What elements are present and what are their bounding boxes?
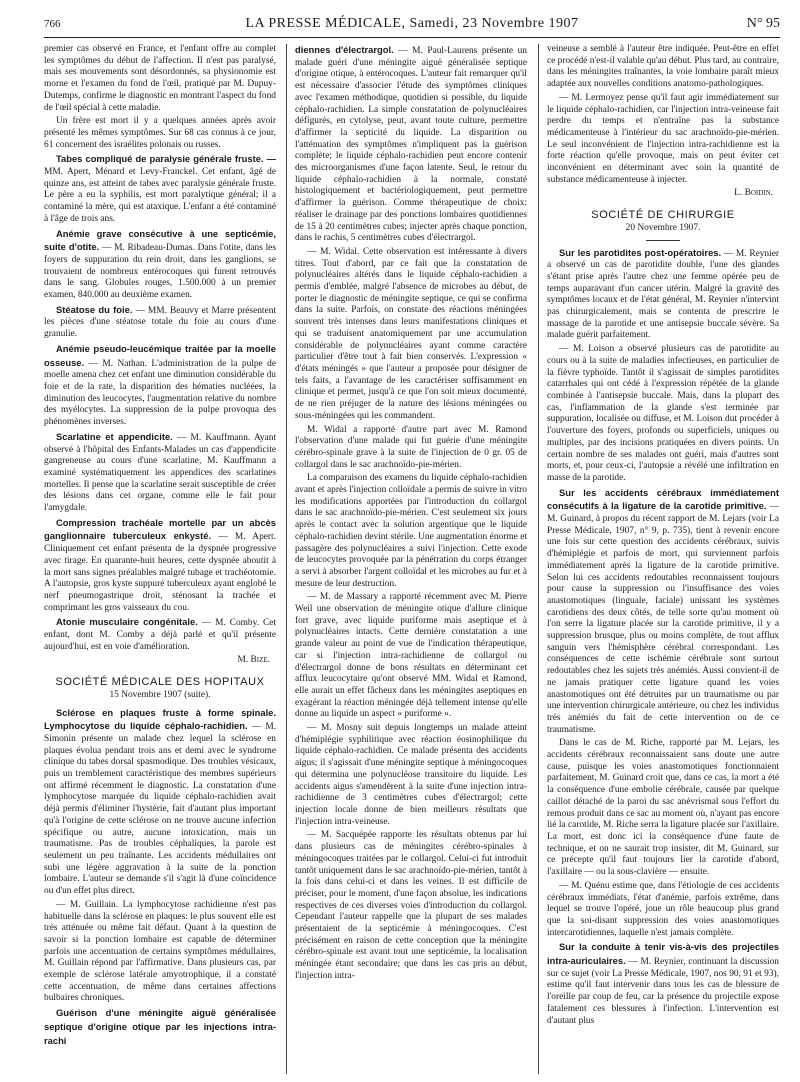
section-title: SOCIÉTÉ MÉDICALE DES HOPITAUX — [55, 676, 265, 689]
paragraph: premier cas observé en France, et l'enfant offre au complet les symptômes du début de l'affection. Il n'est pas paralysé, mais ses mouvements sont désordonnés, sa physionomie est morne et l'examen du fond de l'œil, pratiqué par M. Dupuy-Dutemps, confirme le diagnostic en montrant l'aspect du fond de l'œil spécial à cette maladie. — [44, 44, 276, 113]
column-3 — [547, 44, 779, 1074]
article — [44, 707, 276, 898]
column-divider — [286, 44, 287, 1074]
section-date: 20 Novembre 1907. — [625, 222, 701, 233]
paragraph: — M. de Massary a rapporté récemment avec M. Pierre Weil une observation de méningite otique d'allure clinique fort grave, avec liquide puriforme mais aseptique et à polynucléaires intacts. Cette dernière constatation a une grande valeur au point de vue de l'indication thérapeutique, car si l'injection intra-rachidienne de collargol ou d'électrargol donne de bons résultats en déterminant cet afflux leucocytaire qu'ont observé MM. Widal et Ramond, elle aurait un effet fâcheux dans les méningites aseptiques en exagérant la réaction méningée déjà tellement intense qu'elle donne au liquide un aspect « puriforme ». — [295, 592, 527, 720]
page-number: 766 — [44, 18, 61, 30]
article — [44, 304, 276, 341]
paragraph: — M. Loison a observé plusieurs cas de parotidite au cours ou à la suite de maladies infectieuses, en particulier de la fièvre typhoïde. Tantôt il s'agissait de simples parotidites catarrhales qui ont cédé à l'expression répétée de la glande combinée à l'antisepsie buccale. Mais, dans la plupart des cas, l'inflammation de la glande s'est terminée par suppuration, localisée ou diffuse, et M. Loison dut procéder à l'ouverture des foyers, profonds ou superficiels, uniques ou multiples, par des incisions pratiquées en divers points. Un certain nombre de ses malades ont guéri, mais d'autres sont morts, et, pour ceux-ci, l'autopsie a révélé une infiltration en masse de la parotide. — [547, 344, 779, 483]
section-date: 15 Novembre 1907 (suite). — [109, 689, 211, 700]
paragraph: La comparaison des examens du liquide céphalo-rachidien avant et après l'injection colloïdale a permis de suivre in vitro les modifications apportées par l'introduction du collargol dans le sac arachnoïdo-pie-mérien. C'est seulement six jours après le contact avec la solution argentique que le liquide céphalo-rachidien devint stérile. Une augmentation énorme et passagère des polynucléaires a suivi l'injection. Cette exode de leucocytes provoquée par la pénétration du corps étranger a servi à absorber l'argent colloïdal et les microbes au fur et à mesure de leur destruction. — [295, 473, 527, 589]
column-divider — [538, 44, 539, 1074]
paragraph: — M. Mosny suit depuis longtemps un malade atteint d'hémiplégie syphilitique avec réaction éosinophilique du liquide céphalo-rachidien. Ce malade présenta des accidents aigus; il s'agissait d'une méningite septique à méningocoques qui détermina une polynucléose transitoire du liquide. Les accidents aigus s'amendèrent à la suite d'une injection intra-rachidienne de 3 centimètres cubes d'électrargol; cette injection locale donne de bien meilleurs résultats que l'injection intra-veineuse. — [295, 723, 527, 827]
article-title: Compression trachéale mortelle par un abcès ganglionnaire tuberculeux enkysté. — [44, 516, 276, 542]
article-text: MM. Apert, Ménard et Levy-Franckel. Cet enfant, âgé de quinze ans, est atteint de tabes avec paralysie générale fruste. Le père a eu la syphilis, est mort paralytique général; il a contaminé la mère, qui est ataxique. L'enfant a été contaminé à l'âge de trois ans. — [44, 167, 276, 224]
paragraph: — M. Widal. Cette observation est intéressante à divers titres. Tout d'abord, par ce fait que la constatation de polynucléaires altérés dans le liquide céphalo-rachidien a permis d'emblée, malgré l'absence de microbes au début, de porter le diagnostic de méningite septique, ce qui se confirma dans la suite. Parfois, on constate des réactions méningées souvent très intenses dans leurs manifestations cliniques et qui se traduisent anatomiquement par une accumulation considérable de polynucléaires ayant comme caractère particulier d'être tout à fait bien conservés. L'expression « d'états méningés » que l'auteur a proposée pour désigner de tels faits, a l'avantage de les caractériser suffisamment en clinique et permet, jusqu'à ce que l'on soit mieux documenté, de ne rien préjuger de la nature des lésions méningées ou sous-méningées qui les commandent. — [295, 246, 527, 421]
article-text: — M. Reynier, continuant la discussion sur ce sujet (voir La Presse Médicale, 1907, nos 90, 91 et 93), estime qu'il faut intervenir dans tous les cas de blessure de l'oreille par coup de feu, car la présence du projectile expose fatalement ces blessures à l'infection. L'intervention est d'autant plus — [547, 957, 779, 1026]
paragraph: — M. Quénu estime que, dans l'étiologie de ces accidents cérébraux immédiats, l'état d'anémie, parfois extrême, dans lequel se trouve l'opéré, joue un rôle beaucoup plus grand que la soi-disant suppression des voies anastomotiques intercarotidiennes, laquelle n'est jamais complète. — [547, 880, 779, 938]
paragraph: Un frère est mort il y a quelques années après avoir présenté les mêmes symptômes. Sur 68 cas connus à ce jour, 61 concernent des israélites polonais ou russes. — [44, 116, 276, 150]
article-text: — M. Nathan. L'administration de la pulpe de moelle amena chez cet enfant une diminution considérable du foie et de la rate, la disparition des hématies nucléées, la diminution des leucocytes, l'augmentation relative du nombre des myélocytes. La suppression de la pulpe provoqua des phénomènes inverses. — [44, 358, 276, 428]
article-title: Sclérose en plaques fruste à forme spinale. Lymphocytose du liquide céphalo-rachidien. — [44, 706, 276, 732]
section-title: SOCIÉTÉ DE CHIRURGIE — [591, 209, 735, 222]
article — [547, 941, 779, 1027]
article-text: — M. Ribadeau-Dumas. Dans l'otite, dans les foyers de suppuration du rein droit, dans les ganglions, se trouvaient de nombreux entérocoques qui furent retrouvés dans le sang. Globules rouges, 1.500.000 à un premier examen, 840.000 au deuxième examen. — [44, 243, 276, 301]
article — [547, 247, 779, 343]
article — [44, 616, 276, 653]
article-text: — M. Comby. Cet enfant, dont M. Comby a déjà parlé et qu'il présente aujourd'hui, est en voie d'amélioration. — [44, 618, 276, 652]
column-1 — [44, 44, 276, 1074]
article — [547, 487, 779, 737]
article — [295, 44, 527, 245]
article-title: Guérison d'une méningite aiguë généralisée septique d'origine otique par les injections intra-rachi — [44, 1007, 276, 1046]
paragraph: Dans le cas de M. Riche, rapporté par M. Lejars, les accidents cérébraux reconnaissaient sans doute une autre cause, puisque les voies anastomotiques fonctionnaient parfaitement, M. Guinard croit que, dans ce cas, la mort a été la conséquence d'une embolie cérébrale, causée par quelque caillot détaché de la paroi du sac anévrismal sous l'effort du remous produit dans ce sac au moment où, n'ayant pas encore lié la carotide, M. Riche serra la ligature placée sur l'axillaire. La mort, est donc ici la conséquence d'une faute de technique, et on ne saurait trop insister, dit M. Guinard, sur ce précepte qu'il faut toujours lier la carotide d'abord, l'axillaire — ou la sous-clavière — ensuite. — [547, 738, 779, 878]
column-2 — [295, 44, 527, 1074]
issue-number: N° 95 — [746, 16, 780, 31]
article — [44, 153, 276, 225]
article-text: — M. Kauffmann. Ayant observé à l'hôpital des Enfants-Malades un cas d'appendicite gangreneuse au cours d'une scarlatine, M. Kauffmann a examiné systématiquement les appendices des scarlatines mortelles. Il pense que la scarlatine serait susceptible de créer des lésions dans cet organe, comme elle le fait pour l'amygdale. — [44, 432, 276, 514]
article-title: Sur les accidents cérébraux immédiatement consécutifs à la ligature de la carotide primitive. — [547, 486, 779, 512]
article-title: Atonie musculaire congénitale. — [56, 616, 198, 628]
article-text: — M. Apert. Cliniquement cet enfant présenta de la dyspnée progressive avec tirage. En quarante-huit heures, cette dyspnée aboutit à la mort sans signes préalables malgré tubage et trachéotomie. A l'autopsie, gros kyste suppuré tuberculeux ayant englobé le nerf pneumogastrique droit, sténosant la trachée et comprimant les gros vaisseaux du cou. — [44, 532, 276, 613]
article — [44, 517, 276, 615]
article-text: — MM. Beauvy et Marre présentent les pièces d'une stéatose totale du foie au cours d'une granulie. — [44, 305, 276, 340]
paragraph: veineuse a semblé à l'auteur être indiquée. Peut-être en effet ce procédé n'est-il valable qu'au début. Plus tard, au contraire, dans les méningites traînantes, la voie lombaire paraît mieux adaptée aux nouvelles conditions anatomo-pathologiques. — [547, 44, 779, 90]
article-title: Sur la conduite à tenir vis-à-vis des projectiles intra-auriculaires. — [547, 941, 779, 967]
article-text: — M. Reynier a observé un cas de parotidite double, l'une des glandes s'étant prise après l'autre chez une femme opérée peu de temps auparavant d'un cancer utérin. Malgré la gravité des symptômes locaux et de l'état général, M. Reynier n'intervint pas chirurgicalement, mais se contenta de prescrire le massage de la parotide et une antisepsie buccale sévère. Sa malade guérit parfaitement. — [547, 248, 779, 341]
section-rule — [646, 240, 680, 241]
signature: M. Bize. — [237, 655, 270, 666]
paragraph: — M. Sacquépée rapporte les résultats obtenus par lui dans plusieurs cas de méningites cérébro-spinales à méningocoques traitées par le collargol. Celui-ci fut introduit tantôt uniquement dans le sac arachnoïdo-pie-mérien, tantôt à la fois dans celui-ci et dans les veines. Il est difficile de préciser, pour le moment, d'une façon absolue, les indications respectives de ces diverses voies d'introduction du collargol. Cependant l'auteur rappelle que la plupart de ses malades présentaient de la septicémie à méningocoques. C'est précisément en raison de cette conception que la méningite cérébro-spinale est avant tout une septicémie, la localisation méningée étant secondaire; que dans les cas pris au début, l'injection intra- — [295, 830, 527, 981]
article-title: Tabes compliqué de paralysie générale fruste. — — [56, 153, 276, 165]
article-title: Stéatose du foie. — [56, 303, 133, 315]
article-title: Anémie pseudo-leucémique traitée par la moelle osseuse. — [44, 342, 276, 368]
article — [44, 228, 276, 302]
article-text: — M. Paul-Laurens présente un malade guéri d'une méningite aiguë généralisée septique d'origine otique, à entérocoques. L'auteur fait remarquer qu'il est nécessaire d'associer l'étude des symptômes cliniques avec l'examen méthodique, quotidien si possible, du liquide céphalo-rachidien. La simple constatation de polynucléaires défigurés, en cytolyse, peut, avant toute culture, permettre d'affirmer la septicité du liquide. La disparition ou l'atténuation des symptômes n'impliquent pas la guérison complète; le liquide céphalo-rachidien peut encore contenir des microorganismes d'une façon latente. Seul, le retour du liquide céphalo-rachidien à la normale, constaté histologiquement et bactériologiquement, peut permettre d'affirmer la guérison. Comme thérapeutique de choix: réaliser le drainage par des ponctions lombaires quotidiennes de 15 à 20 centimètres cubes; injecter après chaque ponction, dans le rachis, 5 centimètres cubes d'électrargol. — [295, 46, 527, 244]
paragraph: — M. Lermoyez pense qu'il faut agir immédiatement sur le liquide céphalo-rachidien, car l'injection intra-veineuse fait perdre du temps et n'entraîne pas la substance médicamenteuse à l'intérieur du sac arachnoïdo-pie-mérien. Le seul inconvénient de l'injection intra-rachidienne est la forte réaction qu'elle provoque, mais on peut éviter cet inconvénient en déterminant avec soin la quantité de substance médicamenteuse à injecter. — [547, 92, 779, 185]
article-title: Scarlatine et appendicite. — [56, 430, 173, 442]
article-title: diennes d'électrargol. — [295, 44, 394, 55]
paragraph: — M. Guillain. La lymphocytose rachidienne n'est pas habituelle dans la sclérose en plaques: le plus souvent elle est très atténuée ou même fait défaut. Quant à la question de savoir si la ponction lombaire est capable de déterminer parfois une accentuation de certains symptômes médullaires, M. Guillain répond par l'affirmative. Dans plusieurs cas, par exemple de sclérose latérale amyotrophique, il a constaté cette accentuation, de même dans certaines affections bulbaires chroniques. — [44, 899, 276, 1004]
running-title: LA PRESSE MÉDICALE, Samedi, 23 Novembre 1907 — [245, 16, 579, 31]
paragraph: M. Widal a rapporté d'autre part avec M. Ramond l'observation d'une malade qui fut guérie d'une méningite cérébro-spinale grave à la suite de l'injection de 0 gr. 05 de collargol dans le sac arachnoïdo-pie-mérien. — [295, 424, 527, 470]
article — [44, 343, 276, 429]
signature: L. Boidin. — [734, 188, 773, 199]
article — [44, 431, 276, 515]
article — [44, 1007, 276, 1048]
article-text: — M. Simonin présente un malade chez lequel la sclérose en plaques évolua pendant trois ans et demi avec le syndrome clinique du tabes dorsal spasmodique. Des troubles vésicaux, puis un tremblement caractéristique des membres supérieurs ont affirmé récemment le diagnostic. La constatation d'une lymphocytose marquée du liquide céphalo-rachidien avait déjà permis d'éliminer l'hystérie, fait d'autant plus important qu'à l'origine de cette sclérose on ne trouve aucune infection spécifique ou autre, aucune intoxication, mais un traumatisme. Pas de troubles céphaliques, la parole est seulement un peu traînante. Les accidents médullaires ont subi une légère aggravation à la suite de la ponction lombaire. L'auteur se demande s'il s'agit là d'une coïncidence ou d'un effet plus direct. — [44, 722, 276, 897]
header-rule — [44, 37, 780, 38]
article-title: Sur les parotidites post-opératoires. — [559, 246, 722, 258]
article-title: Anémie grave consécutive à une septicémie, suite d'otite. — [44, 227, 276, 253]
article-text: — M. Guinard, à propos du récent rapport de M. Lejars (voir La Presse Médicale, 1907, n° 9, p. 735), tient à revenir encore une fois sur cette question des accidents cérébraux, suivis d'hémiplégie et parfois de mort, qui surviennent parfois immédiatement après la ligature de la carotide primitive. Selon lui ces accidents redoutables reconnaissent toujours pour cause la suppression ou l'insuffisance des voies anastomotiques (linguale, faciale) unissant les systèmes carotidiens des deux côtés, de telle sorte qu'au moment où l'on serre la ligature placée sur la carotide primitive, il y a suppression brusque, plus ou moins complète, de tout afflux sanguin vers l'hémisphère cérébral correspondant. Les conséquences de cette ischémie cérébrale sont surtout redoutables chez les sujets très anémiés. Aussi convient-il de ne jamais pratiquer cette ligature quand les voies anastomotiques ont été détruites par un traumatisme ou par une intervention chirurgicale antérieure, ou chez les individus très anémiés du fait de cette intervention ou de ce traumatisme. — [547, 502, 779, 735]
